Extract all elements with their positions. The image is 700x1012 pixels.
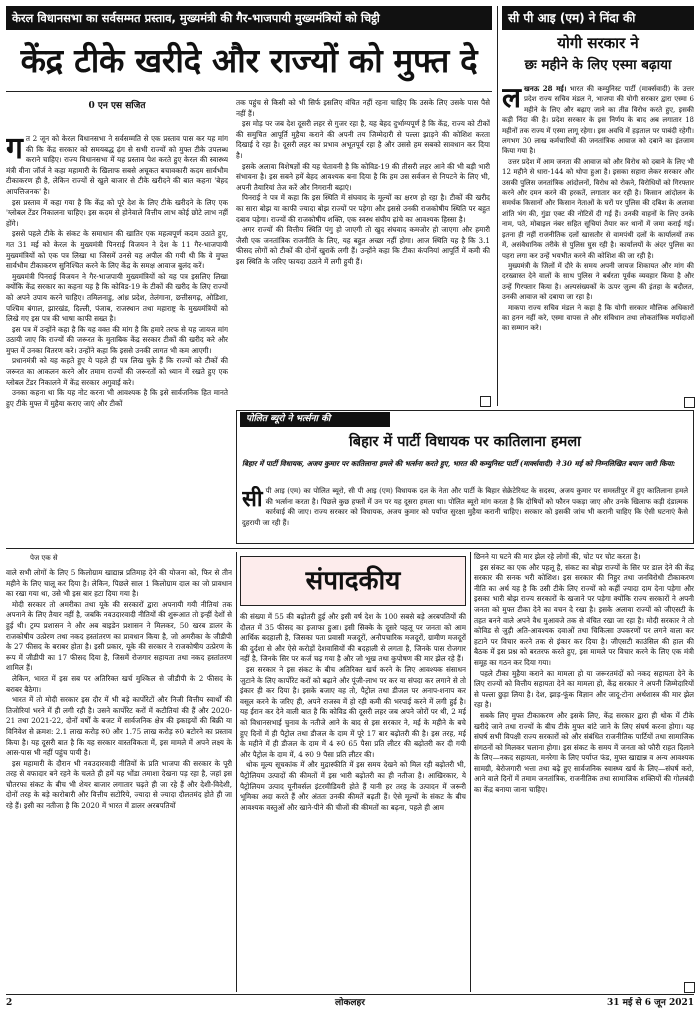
side-story-dateline: खनऊ 28 मई। [523,84,567,93]
top-story-paragraph: अगर राज्यों की वित्तीय स्थिति पंगु हो जाएगी तो खुद संघवाद कमजोर हो जाएगा और हमारी जैसी एक जनतांत्रिक राजनीति के लिए, यह बहुत अच्छा नहीं होगा। आज स्थिति यह है कि 3.1 फीसद लोगों को टीकों की दोनों खुराकें लगी हैं। उन्होंने कहा कि टीका कंपनियां आपूर्ति में कमी की इस स्थिति के जरिए फायदा उठाने में लगी हुयी हैं। [236,225,490,266]
editorial-paragraph: छिनने या घटने की मार झेल रहे लोगों की, चोट पर चोट करता है। [474,552,641,561]
bihar-story-dropcap: सी [242,486,263,512]
side-story-dropcap: ल [502,84,521,114]
paper-name: लोकलहर [335,998,365,1008]
editorial-paragraph: पहले टीका मुहैया कराने का मामला हो या जरूरतमंदों को नकद सहायता देने के लिए राज्यों को वित्तीय सहायता देने का मामला हो, केंद्र सरकार ने अपनी जिम्मेदारियों से पल्ला छुड़ा लिया है। देश, झाड़-फूंक विज्ञान और जादू-टोना अर्थशास्त्र की मार झेल रहा है। [474,668,694,710]
end-of-story-mark [480,396,491,407]
editorial-paragraph: थोक मूल्य सूचकांक में और मुद्रास्फीति में इस समय देखने को मिल रही बढ़ोतरी भी, पैट्रोलियम उत्पादों की कीमतों में इस भारी बढ़ोतरी का ही नतीजा है। आखिरकार, ये पैट्रोलियम उत्पाद यूनीवर्सल इंटरमीडियरी होते हैं यानी हर तरह के उत्पादन में जरूरी भूमिका अदा करते हैं और अंततः उनकी कीमतें बढ़ती हैं। ऐसे मूल्यों के संकट के बीच आवश्यक वस्तुओं और खाने-पीने की चीजों की कीमतों का बढ़ना, पहले ही आम [240,760,466,812]
editorial-paragraph: वाले सभी लोगों के लिए 5 किलोग्राम खाद्यान्न प्रतिमाह देने की योजना को, फिर से तीन महीने के लिए चालू कर दिया है। लेकिन, पिछले साल 1 किलोग्राम दाल का जो प्रावधान का रखा गया था, उसे भी इस बार हटा दिया गया है। [6,568,232,599]
top-story-kicker: केरल विधानसभा का सर्वसम्मत प्रस्ताव, मुख्यमंत्री की गैर-भाजपायी मुख्यमंत्रियों को चिट्ठी [6,6,492,30]
end-of-story-mark [684,982,695,993]
editorial-middle-column [240,612,466,992]
editorial-continued-label: पेज एक से [30,554,58,562]
editorial-left-column [6,568,232,992]
editorial-paragraph: लेकिन, भारत में इस सब पर अतिरिक्त खर्च मुश्किल से जीडीपी के 2 फीसद के बराबर बैठेगा। [6,673,232,694]
page-number: 2 [6,998,13,1008]
top-story-column-2 [236,98,490,406]
top-story-paragraph: इसके अलावा विशेषज्ञों की यह चेतावनी है कि कोविड-19 की तीसरी लहर आने की भी बड़ी भारी संभावना है। इस सबने हमें बेहद आवश्यक बना दिया है कि हम उस सर्वजन से निपटने के लिए भी, अपनी तैयारियां तेज करें और निगरानी बढ़ाएं। [236,161,490,192]
end-of-story-mark [684,397,695,408]
side-story-paragraph [502,84,694,157]
editorial-paragraph: इस महामारी के दौरान भी नवउदारवादी नीतियों के प्रति भाजपा की सरकार के पूरी तरह से वफादार बने रहने के चलते ही हमें यह भोंडा तमाशा देखना पड़ रहा है, जहां इस चौतरफा संकट के बीच भी शेयर बाजार लगातार चढ़ते ही जा रहे हैं और देशी-विदेशी, दोनों तरह के बड़े कारोबारी और वित्तीय सटोरिये, ज्यादा से ज्यादा दौलतमंद होते ही जा रहे हैं। इसी का नतीजा है कि 2020 में भारत में डालर अरबपतियों [6,758,232,811]
bihar-story-text: पी आइ (एम) का पोलित ब्यूरो, सी पी आइ (एम) विधायक दल के नेता और पार्टी के बिहार सेक्रेटेरियट के सदस्य, अजय कुमार पर समस्तीपुर में हुए कातिलाना हमले की भर्त्सना करता है। पिछले कुछ हफ्तों में उन पर यह दूसरा हमला था। पोलित ब्यूरो मांग करता है कि दोषियों को फौरन पकड़ा जाए और उनके खिलाफ कड़ी दंडात्मक कार्रवाई की जाए। राज्य सरकार को विधायक, अजय कुमार को पर्याप्त सुरक्षा मुहैया करानी चाहिए। सरकार को इसकी जांच भी करानी चाहिए कि ऐसी घटनाएं कैसे दुहरायी जा रही हैं। [242,486,688,527]
top-story-paragraph: इससे पहले टीके के संकट के समाधान की खातिर एक महत्वपूर्ण कदम उठाते हुए, गत 31 मई को केरल के मुख्यमंत्री पिनराई विजयन ने देश के 11 गैर-भाजपायी मुख्यमंत्रियों को एक पत्र लिखा था जिसमें उनसे यह अपील की गयी थी कि वे मुफ्त सार्वभौम टीकाकरण सुनिश्चित करने के लिए केंद्र के समक्ष आवाज बुलंद करें। [6,229,228,271]
top-story-dropcap: ग [6,134,23,166]
editorial-paragraph: इस सरकार ने इस संकट के बीच अतिरिक्त खर्च करने के लिए आवश्यक संसाधन जुटाने के लिए कार्पोरेट करों को बढ़ाने और पूंजी-लाभ पर कर या संपदा कर लगाने से तो इंकार ही कर दिया है। इसके बजाए वह तो, पैट्रोल तथा डीजल पर अनाप-शनाप कर वसूल करने के जरिए ही, अपने राजस्व में हो रही कमी की भरपाई करने में लगी हुई है। यह ईरान कर देने वाली बात है कि कोविड की दूसरी लहर जब अपने जोरों पर थी, 2 मई को विधानसभाई चुनाव के नतीजे आने के बाद से इस सरकार ने, मई के महीने के बचे हुए दिनों में ही पैट्रोल तथा डीजल के दाम में पूरे 17 बार बढ़ोतरी की है। इस तरह, मई के महीने में ही डीजल के दाम में 4 रु0 65 पैसा प्रति लीटर की बढ़ोतरी कर दी गयी और पैट्रोल के दाम में, 4 रु0 9 पैसा प्रति लीटर की। [240,664,466,759]
side-story-paragraph: माकपा राज्य सचिव मंडल ने कहा है कि योगी सरकार मौलिक अधिकारों का हनन नहीं करे, एस्मा वापस ले और संविधान तथा लोकतांत्रिक मर्यादाओं का सम्मान करे। [502,303,694,333]
editorial-paragraph: भारत में तो मोदी सरकार इस दौर में भी बड़े कार्पोरेटों और निजी वित्तीय स्वार्थों की तिजोरियां भरने में ही लगी रही है। उसने कार्पोरेट करों में कटौतियां की हैं और 2020-21 तथा 2021-22, दोनों वर्षों के बजट में सार्वजनिक क्षेत्र की इकाइयों की बिक्री या विनिवेश से क्रमश: 2.1 लाख करोड़ रु0 और 1.75 लाख करोड़ रु0 बटोरने का प्रस्ताव किया है। यह दूसरी बात है कि यह सरकार वास्तविकता में, इस मामले में अपने लक्ष्य के आस-पास भी नहीं पहुंच पायी है। [6,695,232,758]
top-story-paragraph: इस मोड़ पर जब देश दूसरी लहर से गुजर रहा है, यह बेहद दुर्भाग्यपूर्ण है कि केंद्र, राज्य को टीकों की समुचित आपूर्ति मुहैया कराने की अपनी तय जिम्मेदारी से पल्ला झाड़ने की कोशिश करता दिखाई दे रहा है। दूसरी लहर का प्रभाव अभूतपूर्व रहा है और उससे हम सबको सावधान कर दिया है। [236,119,490,160]
top-story-paragraph: प्रधानमंत्री को यह कहते हुए ये पहले ही पत्र लिख चुके हैं कि राज्यों को टीकों की जरूरत का आकलन करने और तमाम राज्यों की जरूरतों को ध्यान में रखते हुए एक ग्लोबल टेंडर निकालने में केंद्र सरकार अगुवाई करे। [6,356,228,387]
editorial-title: संपादकीय [305,566,401,596]
top-story-byline: 0 एन एस सजित [88,101,146,111]
side-story-lead: भारत की कम्युनिस्ट पार्टी (मार्क्सवादी) के उत्तर प्रदेश राज्य सचिव मंडल ने, भाजपा की योगी सरकार द्वारा एस्मा 6 महीने के लिए और बढ़ाए जाने का तीव्र विरोध करते हुए, इसकी कड़ी निंदा की है। प्रदेश सरकार के इस निर्णय के बाद अब लगातार 18 महीनों तक राज्य में एस्मा लागू रहेगा। इस अवधि में हड़ताल पर पाबंदी रहेगी। लगभग 30 लाख कर्मचारियों की जनतांत्रिक आवाज को दबाने का इंतजाम किया गया है। [502,85,694,156]
editorial-paragraph: इस संकट का एक और पहलू है, संकट का बोझ राज्यों के सिर पर डाल देने की केंद्र सरकार की सनक भरी कोशिश। इस सरकार की निहुर तथा जनविरोधी टीकाकरण नीति का अर्थ यह है कि उसी टीके लिए राज्यों को कहीं ज्यादा दाम देना पड़ेगा और इसका भारी बोझ राज्य सरकारों के खजाने पर पड़ेगा क्योंकि राज्य सरकारों ने अपनी जनता को मुफ्त टीका देने का वचन दे रखा है। इसके अलावा राज्यों को जीएसटी के तहत बनने वाले अपने वैध मुआवजे तक से वंचित रखा जा रहा है। मोदी सरकार ने तो कोविड से जुड़ी अति-आवश्यक दवाओं तथा चिकित्सा उपकरणों पर लगने वाला कर हटाने पर विचार करने तक से इंकार कर दिया है। जीएसटी काउंसिल की हाल की बैठक में इस प्रश्न को बरतरफ करते हुए, इस मामले पर विचार करने के लिए एक मंत्री समूह का गठन कर दिया गया। [474,562,694,667]
issue-date: 31 मई से 6 जून 2021 [606,998,694,1008]
top-story-headline: केंद्र टीके खरीदे और राज्यों को मुफ्त दे [20,41,478,80]
bihar-story-body [242,486,688,542]
side-story-paragraph: उत्तर प्रदेश में आम जनता की आवाज को और विरोध को दबाने के लिए भी 12 महीने से धारा-144 को थोपा हुआ है। इसका सहारा लेकर सरकार और उसकी पुलिस जनतांत्रिक आंदोलनों, विरोध को रोकने, विरोधियों को गिरफ्तार करने और दमन करने की हरकतें, लगातार कर रही है। किसान आंदोलन के समर्थक किसानों और किसान नेताओं के घरों पर पुलिस की दबिश के अलावा शांति भंग की, गुंडा एक्ट की नोटिसें दी गई हैं। उनकी वाहनों के लिए उनके नाम, पते, मोबाइल नंबर सहित सूचियां तैयार कर थानों में जमा कराई गई। इतना ही नहीं राजनीतिक दलों खासतौर से वामपंथी दलों के कार्यालयों तक में, असंवैधानिक तरीके से पुलिस घुस रही है। कार्यालयों के अंदर पुलिस का पहरा लगा कर उन्हें भयभीत करने की कोशिश की जा रही है। [502,157,694,260]
top-story-paragraph: तक पहुंच से किसी को भी सिर्फ इसलिए वंचित नहीं रहना चाहिए कि उसके लिए उसके पास पैसे नहीं हैं। [236,98,490,118]
editorial-right-column [474,552,694,986]
bihar-story-kicker: पोलित ब्यूरो ने भर्त्सना की [240,412,390,427]
editorial-paragraph: की संख्या में 55 की बढ़ोतरी हुई और इसी वर्ष देश के 100 सबसे बड़े अरबपतियों की दौलत में 35 फीसद का इजाफा हुआ। इसी सिक्के के दूसरे पहलू पर जनता को आम आर्थिक बदहाली है, जिसका पता प्रवासी मजदूरों, अनौपचारिक मजदूरों, ग्रामीण मजदूरों की दुर्दशा से और ऐसे करोड़ों देशवासियों की बदहाली से लगता है, जिनके पास रोजगार नहीं है, जिनके सिर पर कर्ज चढ़ गया है और जो भूख तथा कुपोषण की मार झेल रहे हैं। [240,612,466,664]
top-story-paragraph: उनका कहना था कि यह नोट करना भी आवश्यक है कि इसे सार्वजनिक हित मानते हुए टीके मुफ्त में मुहैया कराए जाएं और टीकों [6,388,228,408]
top-story-paragraph: इस प्रस्ताव में कहा गया है कि केंद्र को पूरे देश के लिए टीके खरीदने के लिए एक 'ग्लोबल टेंडर निकालना चाहिए। इस कदम से होनेवाले वित्तीय लाभ कोई छोटे लाभ नहीं होंगे। [6,197,228,228]
top-story-paragraph: मुख्यमंत्री पिनराई विजयन ने गैर-भाजपायी मुख्यमंत्रियों को यह पत्र इसलिए लिखा क्योंकि केंद्र सरकार का कहना यह है कि कोविड-19 के टीकों की खरीद के लिए राज्यों को अपने उपाय करने चाहिए। तमिलनाडु, आंध्र प्रदेश, तेलंगाना, छत्तीसगढ़, ओडिशा, पश्चिम बंगाल, झारखंड, दिल्ली, पंजाब, राजस्थान तथा महाराष्ट्र के मुख्यमंत्रियों को लिखे गए इस पत्र की भाषा काफी सख्त है। [6,271,228,324]
top-story-column-1 [6,134,228,444]
side-story-body [502,84,694,406]
side-story-headline-line-2: छः महीने के लिए एस्मा बढ़ाया [524,57,672,73]
top-story-paragraph: इस पत्र में उन्होंने कहा है कि यह वक्त की मांग है कि हमारे तरफ से यह जायज मांग उठायी जाए कि राज्यों की जरूरत के मुताबिक केंद्र सरकार टीकों की खरीद करे और मुफ्त में उनका वितरण करे। उन्होंने कहा कि इससे उनकी लागत भी कम आएगी। [6,324,228,355]
side-story-kicker: सी पी आइ (एम) ने निंदा की [502,6,694,30]
bihar-story-standfirst: बिहार में पार्टी विधायक, अजय कुमार पर कातिलाना हमले की भर्त्सना करते हुए, भारत की कम्युनिस्ट पार्टी (मार्क्सवादी) ने 30 मई को निम्नलिखित बयान जारी किया: [242,459,676,468]
bihar-story-headline: बिहार में पार्टी विधायक पर कातिलाना हमला [349,434,581,450]
top-story-paragraph: त 2 जून को केरल विधानसभा ने सर्वसम्मति से एक प्रस्ताव पास कर यह मांग की कि केंद्र सरकार को समयबद्ध ढ़ंग से सभी राज्यों को मुफ्त टीके उपलब्ध कराने चाहिए। राज्य विधानसभा में यह प्रस्ताव पेश करते हुए केरल की स्वास्थ्य मंत्री वीना जॉर्ज ने कहा महामारी के खिलाफ सबसे अचूकत बचावकारी कदम सार्वभौम टीकाकरण ही है, लेकिन राज्यों से खुले बाजार से टीके खरीदने की बात कहना 'बेहद आपत्तिजनक' है। [6,134,228,196]
side-story-headline-line-1: योगी सरकार ने [557,34,639,52]
side-story-paragraph: मुख्यमंत्री के जिलों में दौरे के समय अपनी जायज शिकायत और मांग की दरख्वास्त देने वालों के साथ पुलिस ने बर्बरता पूर्वक व्यवहार किया है और उन्हें गिरफ्तार किया है। अल्पसंख्यकों के ऊपर जुल्म की इंतहा के बदौलत, उनकी आवाज को दबाया जा रहा है। [502,261,694,302]
editorial-paragraph: सबके लिए मुफ्त टीकाकरण और इसके लिए, केंद्र सरकार द्वारा ही थोक में टीके खरीदे जाने तथा राज्यों के बीच टीके मुफ्त बांटे जाने के लिए संघर्ष करना होगा। यह संघर्ष सभी विपक्षी राज्य सरकारों को और संबंधित राजनीतिक पार्टियों तथा सामाजिक संगठनों को मिलकर चलाना होगा। इस संकट के समय में जनता को फौरी राहत दिलाने के लिए—नकद सहायता, मनरेगा के लिए पर्याप्त फंड, मुफ्त खाद्यान्न व अन्य आवश्यक सामग्री, बेरोजगारी भत्ता तथा बढ़े हुए सार्वजनिक स्वास्थ्य खर्च के लिए—संघर्ष करो, आने वाले दिनों में तमाम जनतांत्रिक, राजनीतिक तथा सामाजिक शक्तियों की गोलबंदी का केंद्र बनाया जाना चाहिए। [474,710,694,795]
editorial-paragraph: मोदी सरकार तो अमरीका तथा यूके की सरकारों द्वारा अपनायी गयी नीतियां तक अपनाने के लिए तैयार नहीं है, जबकि नवउदारवादी नीतियों की शुरूआत तो इन्हीं देशों से हुई थी। ट्रम्प प्रशासन ने और अब बाइडेन प्रशासन ने मिलकर, 50 खरब डालर के राजकोषीय उत्प्रेरण तथा नकद हस्तांतरण का प्रावधान किया है, जो अमरीका के जीडीपी के 27 फीसद के बराबर होता है। इसी प्रकार, यूके की सरकार ने राजकोषीय उत्प्रेरण के रूप में जीडीपी का 17 फीसद दिया है, जिसमें रोजगार सहायता तथा नकद हस्तांतरण शामिल हैं। [6,599,232,673]
top-story-paragraph: पिनराई ने पत्र में कहा कि इस स्थिति में संघवाद के मूल्यों का क्षरण हो रहा है। टीकों की खरीद का सारा बोझ या काफी ज्यादा बोझ राज्यों पर पड़ेगा और इससे उनकी राजकोषीय स्थिति पर बहुत दबाव पड़ेगा। राज्यों की राजकोषीय शक्ति, एक स्वस्थ संघीय ढ़ांचे का आवश्यक हिस्सा है। [236,193,490,224]
